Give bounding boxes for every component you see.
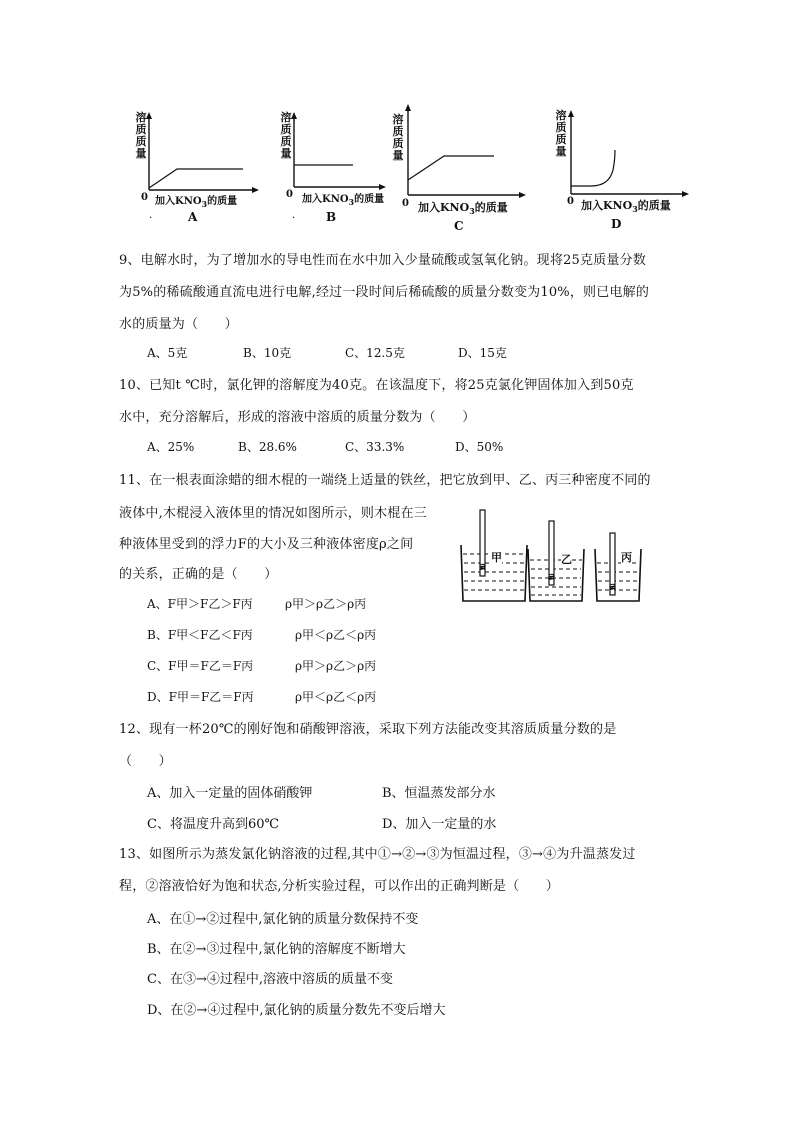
q9-line2: 为5%的稀硫酸通直流电进行电解,经过一段时间后稀硫酸的质量分数变为10%，则已电解的 — [119, 285, 650, 300]
q11-option-c-force: C、F甲＝F乙＝F丙 — [147, 659, 254, 673]
q12-line2: （ ） — [119, 754, 172, 769]
q10-line1: 10、已知t ℃时，氯化钾的溶解度为40克。在该温度下，将25克氯化钾固体加入到50克 — [119, 378, 634, 393]
graph-d-xlabel: 加入$KNO_3$的质量 — [581, 199, 671, 215]
q11-option-c-density: ρ甲＞ρ乙＞ρ丙 — [295, 659, 377, 673]
q12-option-b: B、恒温蒸发部分水 — [382, 786, 496, 801]
graph-a-dot: · — [149, 213, 153, 224]
beaker-label-bing: 丙 — [621, 551, 632, 564]
graph-c-label: C — [454, 219, 464, 233]
graph-a-axes — [147, 112, 257, 192]
q9-option-b: B、10克 — [243, 346, 292, 360]
graph-c-xlabel: 加入$KNO_3$的质量 — [418, 201, 508, 217]
q11-option-a-density: ρ甲＞ρ乙＞ρ丙 — [285, 597, 367, 611]
q11-option-d-force: D、F甲＝F乙＝F丙 — [147, 690, 254, 704]
graph-b-label: B — [326, 210, 337, 224]
q12-option-d: D、加入一定量的水 — [382, 817, 497, 832]
q11-option-a-force: A、F甲＞F乙＞F丙 — [147, 597, 253, 611]
q9-line3: 水的质量为（ ） — [119, 317, 238, 332]
q11-line4: 的关系，正确的是（ ） — [119, 567, 278, 582]
graph-b-xlabel: 加入$KNO_3$的质量 — [302, 194, 385, 207]
q9-option-d: D、15克 — [458, 346, 507, 360]
beaker-yi — [528, 521, 584, 601]
graph-b-axes — [292, 112, 402, 192]
q9-option-a: A、5克 — [147, 346, 188, 360]
q9-line1: 9、电解水时，为了增加水的导电性而在水中加入少量硫酸或氢氧化钠。现将25克质量分数 — [119, 253, 647, 268]
q12-option-a: A、加入一定量的固体硝酸钾 — [147, 786, 313, 801]
graph-d-curve — [571, 150, 615, 186]
q11-beakers-figure — [455, 505, 655, 609]
graph-d-label: D — [611, 217, 622, 231]
q11-option-d-density: ρ甲＜ρ乙＜ρ丙 — [295, 690, 377, 704]
graph-d-origin: 0 — [567, 196, 574, 207]
graph-c-axes — [406, 104, 531, 196]
graph-d-ylabel: 溶质质量 — [555, 109, 567, 158]
q12-line1: 12、现有一杯20℃的刚好饱和硝酸钾溶液，采取下列方法能改变其溶质质量分数的是 — [119, 722, 617, 737]
q13-line2: 程，②溶液恰好为饱和状态,分析实验过程，可以作出的正确判断是（ ） — [119, 879, 559, 894]
beaker-bing — [595, 533, 641, 601]
q13-option-b: B、在②→③过程中,氯化钠的溶解度不断增大 — [147, 942, 406, 957]
q10-option-d: D、50% — [455, 440, 504, 454]
graph-d-axes — [569, 110, 694, 195]
graph-a-xlabel: 加入$KNO_3$的质量 — [155, 196, 238, 209]
q11-option-b-density: ρ甲＜ρ乙＜ρ丙 — [295, 628, 377, 642]
graph-c-origin: 0 — [402, 198, 409, 209]
graph-a-origin: 0 — [141, 192, 148, 203]
q12-option-c: C、将温度升高到60℃ — [147, 817, 280, 832]
graph-b-dot: · — [292, 213, 296, 224]
graph-c-ylabel: 溶质质量 — [392, 113, 404, 162]
graph-a-label: A — [188, 210, 198, 224]
q11-line1: 11、在一根表面涂蜡的细木棍的一端绕上适量的铁丝，把它放到甲、乙、丙三种密度不同的 — [119, 473, 651, 488]
q10-line2: 水中，充分溶解后，形成的溶液中溶质的质量分数为（ ） — [119, 410, 476, 425]
graph-b-ylabel: 溶质质量 — [280, 111, 292, 160]
q13-option-a: A、在①→②过程中,氯化钠的质量分数保持不变 — [147, 912, 419, 927]
graph-b-origin: 0 — [286, 189, 293, 200]
q10-option-a: A、25% — [147, 440, 195, 454]
q10-option-c: C、33.3% — [345, 440, 405, 454]
q11-option-b-force: B、F甲＜F乙＜F丙 — [147, 628, 253, 642]
q11-line2: 液体中,木棍浸入液体里的情况如图所示，则木棍在三 — [119, 506, 427, 521]
q13-line1: 13、如图所示为蒸发氯化钠溶液的过程,其中①→②→③为恒温过程，③→④为升温蒸发过 — [119, 847, 636, 862]
q13-option-d: D、在②→④过程中,氯化钠的质量分数先不变后增大 — [147, 1003, 446, 1018]
graph-a-curve — [149, 169, 243, 188]
q13-option-c: C、在③→④过程中,溶液中溶质的质量不变 — [147, 972, 393, 987]
q10-option-b: B、28.6% — [238, 440, 297, 454]
beaker-label-yi: 乙 — [561, 553, 572, 566]
q11-line3: 种液体里受到的浮力F的大小及三种液体密度ρ之间 — [119, 537, 414, 552]
beaker-label-jia: 甲 — [491, 551, 502, 564]
graph-a-ylabel: 溶质质量 — [135, 111, 147, 160]
q9-option-c: C、12.5克 — [345, 346, 405, 360]
graph-c-curve — [408, 156, 494, 180]
